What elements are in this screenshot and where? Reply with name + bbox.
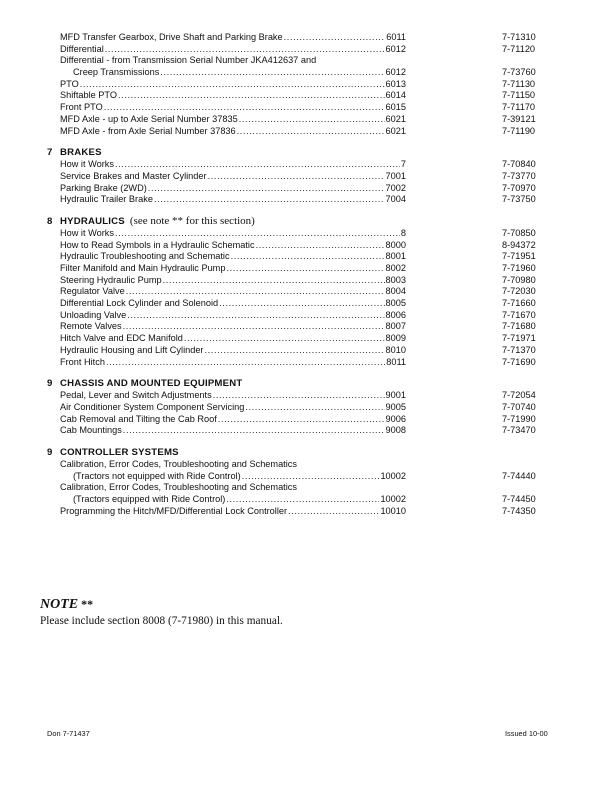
toc-entry[interactable] (46, 67, 566, 79)
toc-entry-part-number: 7-71150 (502, 90, 536, 101)
toc-entry-part-number: 7-70840 (502, 159, 536, 170)
toc-entry-title: Creep Transmissions (73, 67, 160, 78)
toc-entry[interactable] (46, 286, 566, 298)
toc-entry[interactable] (46, 194, 566, 206)
footer-doc-number: Don 7-71437 (47, 729, 90, 738)
toc-entry-title: MFD Transfer Gearbox, Drive Shaft and Parking Brake (60, 32, 283, 42)
toc-entry-title: Filter Manifold and Main Hydraulic Pump (60, 263, 226, 273)
toc-entry-section-page: 6013 (385, 78, 406, 89)
toc-entry[interactable] (46, 32, 566, 44)
dot-leader (208, 171, 385, 183)
toc-entry-part-number: 7-71170 (502, 102, 536, 113)
toc-entry-part-number: 7-71990 (502, 413, 536, 424)
footer-issued-date: Issued 10-00 (505, 729, 548, 738)
toc-entry-line (60, 194, 406, 206)
toc-entry-line (60, 126, 406, 138)
toc-entry-title: Hitch Valve and EDC Manifold (60, 333, 183, 344)
toc-entry[interactable] (46, 482, 566, 494)
toc-entry[interactable] (46, 494, 566, 506)
toc-entry-line (60, 44, 406, 56)
toc-entry-section-page: 9001 (385, 390, 406, 401)
dot-leader (127, 310, 384, 322)
toc-entry[interactable] (46, 240, 566, 252)
toc-entry-line (60, 414, 406, 426)
toc-entry-line (60, 333, 406, 345)
toc-entry-part-number: 7-73750 (502, 194, 536, 205)
toc-entry-line (60, 298, 406, 310)
toc-entry[interactable] (46, 159, 566, 171)
toc-entry-part-number: 7-70850 (502, 227, 536, 238)
toc-entry-section-page: 8 (400, 227, 406, 238)
toc-entry-part-number: 7-71971 (502, 333, 536, 344)
toc-entry[interactable] (46, 402, 566, 414)
toc-entry-part-number: 7-73770 (502, 170, 536, 181)
toc-entry-section-page: 10010 (380, 505, 406, 516)
toc-entry[interactable] (46, 44, 566, 56)
toc-entry-section-page: 8011 (386, 356, 406, 367)
toc-entry-title: How to Read Symbols in a Hydraulic Schematic (60, 239, 255, 250)
toc-entry[interactable] (46, 414, 566, 426)
toc-entry-section-page: 6012 (385, 43, 406, 54)
toc-entry-part-number: 7-71680 (502, 321, 536, 332)
toc-entry[interactable] (46, 390, 566, 402)
dot-leader (237, 126, 385, 138)
toc-entry-part-number: 7-74350 (502, 505, 536, 516)
section-heading (46, 446, 566, 459)
toc-entry-section-page: 8003 (385, 274, 406, 285)
toc-entry-section-page: 6014 (385, 90, 406, 101)
section-heading (46, 215, 566, 228)
dot-leader (126, 286, 385, 298)
toc-entry-line (60, 240, 406, 252)
toc-entry[interactable] (46, 126, 566, 138)
toc-entry-part-number: 8-94372 (502, 239, 536, 250)
dot-leader (105, 44, 385, 56)
dot-leader (148, 183, 385, 195)
section-note: (see note ** for this section) (129, 214, 255, 227)
toc-entry-line (60, 286, 406, 298)
toc-entry-title: MFD Axle - up to Axle Serial Number 37835 (60, 113, 238, 124)
toc-entry[interactable] (46, 357, 566, 369)
toc-entry-line (60, 183, 406, 195)
note-text: Please include section 8008 (7-71980) in this manual. (40, 615, 283, 627)
toc-entry-part-number: 7-71190 (502, 125, 536, 136)
toc-entry-line (60, 263, 406, 275)
dot-leader (80, 79, 385, 91)
dot-leader (226, 263, 384, 275)
dot-leader (213, 390, 385, 402)
note-title-text: NOTE (40, 597, 79, 612)
dot-leader (115, 228, 400, 240)
toc-entry-title: Cab Mountings (60, 425, 122, 436)
toc-entry-section-page: 8000 (385, 239, 406, 250)
toc-entry-line (60, 345, 406, 357)
dot-leader (123, 321, 385, 333)
toc-entry[interactable] (46, 333, 566, 345)
dot-leader (184, 333, 385, 345)
toc-entry[interactable] (46, 183, 566, 195)
toc-entry[interactable] (46, 102, 566, 114)
toc-entry-title: How it Works (60, 227, 114, 238)
toc-entry-section-page: 6021 (385, 125, 406, 136)
note-block (40, 596, 283, 628)
toc-entry-section-page: 8007 (385, 321, 406, 332)
toc-entry-line (73, 494, 406, 506)
note-stars: ** (81, 597, 94, 611)
toc-entry-part-number: 7-70970 (502, 182, 536, 193)
toc-entry-title: How it Works (60, 159, 114, 170)
toc-entry-section-page: 8009 (385, 333, 406, 344)
toc-entry-line (60, 425, 406, 437)
toc-entry-title: (Tractors not equipped with Ride Control) (73, 470, 241, 481)
note-title (40, 596, 283, 613)
dot-leader (123, 425, 385, 437)
toc-entry-line (60, 402, 406, 414)
toc-entry-line (60, 114, 406, 126)
dot-leader (118, 90, 385, 102)
toc-entry-section-page: 7004 (385, 194, 406, 205)
toc-entry-part-number: 7-70740 (502, 401, 536, 412)
toc-entry[interactable] (46, 263, 566, 275)
toc-entry-line (73, 471, 406, 483)
toc-entry-section-page: 9006 (385, 413, 406, 424)
toc-entry-section-page: 6011 (386, 32, 406, 42)
toc-entry[interactable] (46, 275, 566, 287)
toc-entry-section-page: 8001 (385, 251, 406, 262)
toc-entry-title: Shiftable PTO (60, 90, 118, 101)
toc-entry-part-number: 7-71370 (502, 344, 536, 355)
toc-entry-title: PTO (60, 78, 79, 89)
toc-entry[interactable] (46, 425, 566, 437)
toc-entry-title: Calibration, Error Codes, Troubleshooting and Schematics (60, 482, 297, 493)
dot-leader (256, 240, 385, 252)
toc-entry-title: Steering Hydraulic Pump (60, 274, 162, 285)
toc-entry-line (60, 79, 406, 91)
toc-entry-line (60, 102, 406, 114)
section-name-text: CHASSIS AND MOUNTED EQUIPMENT (60, 378, 243, 390)
toc-entry-title: Cab Removal and Tilting the Cab Roof (60, 413, 217, 424)
toc-entry-title: Air Conditioner System Component Servicing (60, 401, 245, 412)
toc-entry-section-page: 6012 (385, 67, 406, 78)
toc-entry[interactable] (46, 298, 566, 310)
toc-entry-part-number: 7-70980 (502, 274, 536, 285)
dot-leader (115, 159, 400, 171)
section-name-text: CONTROLLER SYSTEMS (60, 446, 179, 458)
section-name (60, 446, 179, 459)
dot-leader (160, 67, 384, 79)
toc-entry-title: (Tractors equipped with Ride Control) (73, 494, 226, 504)
toc-entry-title: Differential Lock Cylinder and Solenoid (60, 298, 219, 309)
toc-entry-title: Differential - from Transmission Serial Number JKA412637 and (60, 55, 317, 66)
toc-entry-part-number: 7-73760 (502, 67, 536, 78)
toc-entry-part-number: 7-71130 (502, 78, 536, 89)
dot-leader (284, 32, 386, 44)
toc-entry-line (60, 171, 406, 183)
toc-entry[interactable] (46, 251, 566, 263)
toc-entry-section-page: 10002 (380, 494, 406, 504)
toc-entry-line (73, 67, 406, 79)
toc-entry-section-page: 8010 (385, 344, 406, 355)
section-name-text: HYDRAULICS (60, 215, 125, 227)
dot-leader (242, 471, 380, 483)
toc-entry-part-number: 7-71670 (502, 309, 536, 320)
toc-entry-part-number: 7-72054 (502, 390, 536, 401)
dot-leader (218, 414, 385, 426)
toc-entry-title: Service Brakes and Master Cylinder (60, 170, 207, 181)
toc-entry-line (60, 55, 406, 67)
toc-entry-line (60, 90, 406, 102)
toc-entry-line (60, 321, 406, 333)
toc-entry-section-page: 7002 (385, 182, 406, 193)
toc-entry[interactable] (46, 55, 566, 67)
section-heading (46, 377, 566, 390)
toc-entry[interactable] (46, 114, 566, 126)
section-name (60, 377, 242, 390)
toc-entry-line (60, 228, 406, 240)
section-name (60, 215, 255, 228)
toc-entry-part-number: 7-72030 (502, 286, 536, 297)
toc-entry[interactable] (46, 459, 566, 471)
toc-entry-part-number: 7-71951 (502, 251, 536, 262)
toc-entry-section-page: 8005 (385, 298, 406, 309)
section-heading (46, 146, 566, 159)
toc-entry-line (60, 275, 406, 287)
toc-entry-line (60, 482, 406, 494)
toc-entry-part-number: 7-71960 (502, 263, 536, 273)
toc-entry[interactable] (46, 310, 566, 322)
toc-entry-section-page: 7001 (385, 170, 406, 181)
toc-entry-section-page: 6015 (385, 102, 406, 113)
toc-entry-section-page: 6021 (385, 113, 406, 124)
toc-entry[interactable] (46, 171, 566, 183)
toc-entry-line (60, 459, 406, 471)
toc-entry-title: Regulator Valve (60, 286, 125, 297)
dot-leader (205, 345, 385, 357)
toc-entry-line (60, 390, 406, 402)
toc-entry-line (60, 32, 406, 44)
toc-entry-part-number: 7-71690 (502, 356, 536, 367)
toc-entry-title: Remote Valves (60, 321, 122, 332)
toc-entry-title: Parking Brake (2WD) (60, 182, 147, 193)
toc-entry[interactable] (46, 345, 566, 357)
toc-entry-section-page: 7 (400, 159, 406, 170)
toc-entry-line (60, 159, 406, 171)
toc-entry-part-number: 7-71310 (502, 32, 536, 42)
dot-leader (154, 194, 385, 206)
table-of-contents (46, 32, 566, 517)
toc-entry[interactable] (46, 228, 566, 240)
section-name-text: BRAKES (60, 147, 102, 159)
toc-entry-title: Front Hitch (60, 356, 105, 367)
dot-leader (219, 298, 384, 310)
section-number: 9 (47, 446, 53, 458)
dot-leader (239, 114, 385, 126)
toc-entry-part-number: 7-74440 (502, 470, 536, 481)
toc-entry-line (60, 506, 406, 518)
toc-entry-part-number: 7-73470 (502, 425, 536, 436)
toc-entry-section-page: 10002 (380, 470, 406, 481)
toc-entry-line (60, 357, 406, 369)
toc-entry[interactable] (46, 90, 566, 102)
toc-entry-title: MFD Axle - from Axle Serial Number 37836 (60, 125, 236, 136)
toc-entry-title: Hydraulic Housing and Lift Cylinder (60, 344, 204, 355)
dot-leader (104, 102, 385, 114)
toc-entry-line (60, 310, 406, 322)
toc-entry-title: Calibration, Error Codes, Troubleshooting and Schematics (60, 458, 297, 469)
toc-entry-title: Pedal, Lever and Switch Adjustments (60, 390, 212, 401)
toc-entry-title: Programming the Hitch/MFD/Differential Lock Controller (60, 505, 288, 516)
toc-entry[interactable] (46, 321, 566, 333)
toc-entry-title: Differential (60, 43, 104, 54)
toc-entry-title: Hydraulic Trailer Brake (60, 194, 153, 205)
toc-entry-part-number: 7-71120 (502, 43, 536, 54)
toc-entry-section-page: 9008 (385, 425, 406, 436)
toc-entry-section-page: 8004 (385, 286, 406, 297)
dot-leader (245, 402, 384, 414)
toc-entry-part-number: 7-71660 (502, 298, 536, 309)
toc-entry-title: Hydraulic Troubleshooting and Schematic (60, 251, 230, 262)
dot-leader (163, 275, 385, 287)
toc-entry-section-page: 9005 (385, 401, 406, 412)
section-number: 7 (47, 147, 53, 159)
dot-leader (288, 506, 379, 518)
toc-entry[interactable] (46, 506, 566, 518)
toc-entry-part-number: 7-39121 (502, 113, 536, 124)
toc-entry[interactable] (46, 471, 566, 483)
toc-entry-part-number: 7-74450 (502, 494, 536, 504)
toc-entry-section-page: 8002 (385, 263, 406, 273)
dot-leader (226, 494, 379, 506)
toc-entry-line (60, 251, 406, 263)
section-number: 8 (47, 215, 53, 227)
toc-entry-section-page: 8006 (385, 309, 406, 320)
toc-entry-title: Front PTO (60, 102, 103, 113)
section-number: 9 (47, 378, 53, 390)
toc-entry-title: Unloading Valve (60, 309, 127, 320)
toc-entry[interactable] (46, 79, 566, 91)
section-name (60, 146, 102, 159)
dot-leader (106, 357, 385, 369)
dot-leader (231, 251, 385, 263)
